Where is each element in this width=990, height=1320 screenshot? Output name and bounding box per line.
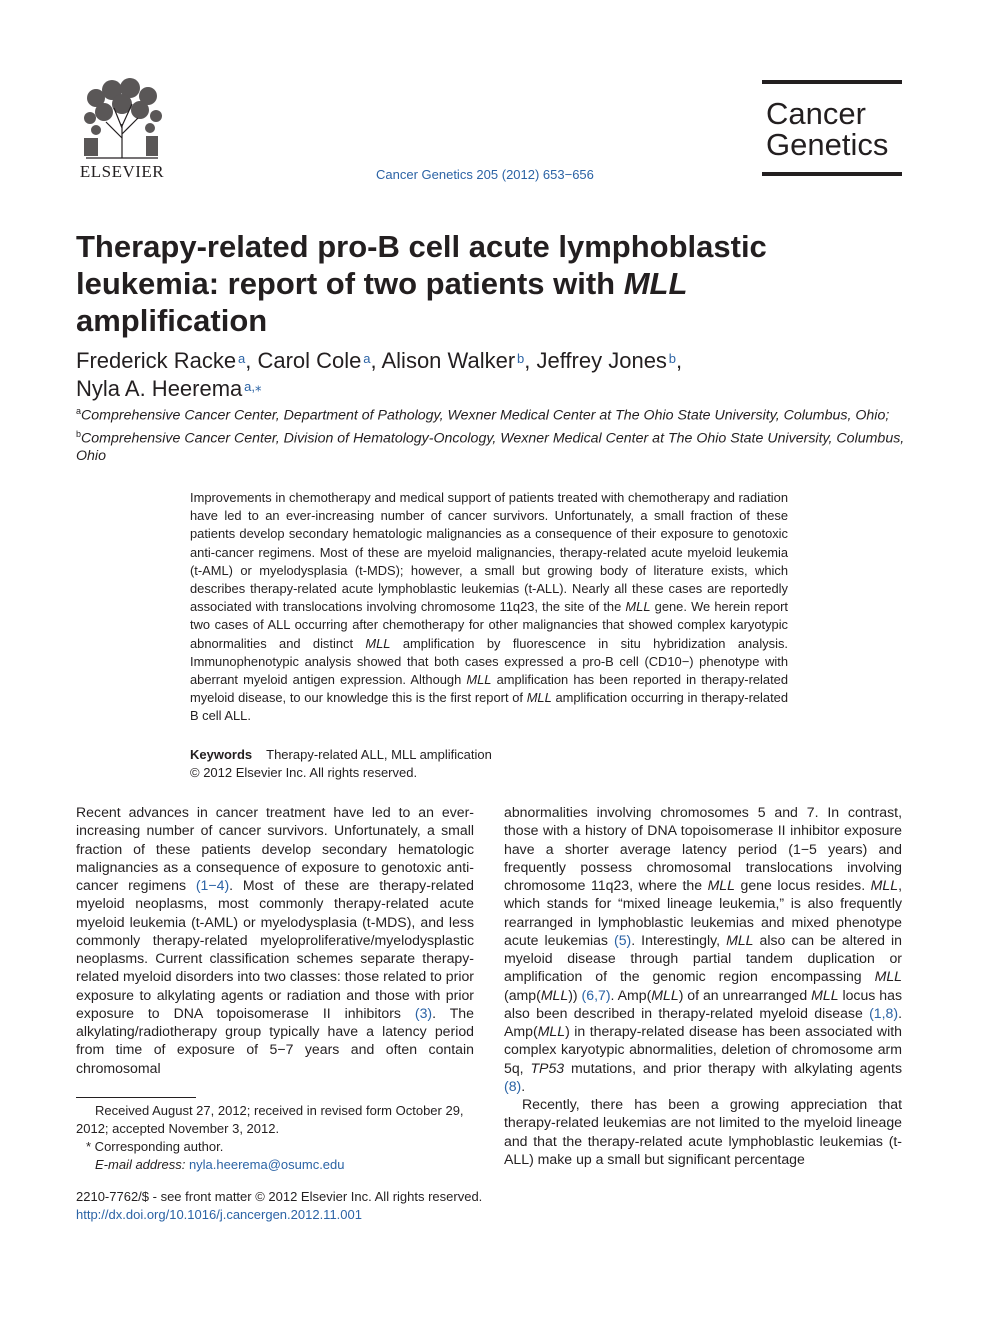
author[interactable]: Alison Walker $^b$ <box>381 348 525 373</box>
journal-name-line1: Cancer <box>766 96 866 131</box>
title-text: Therapy-related pro-B cell acute lymphoblastic leukemia: report of two patients with <box>76 229 767 301</box>
journal-name <box>762 84 902 172</box>
publisher-name: ELSEVIER <box>79 162 165 181</box>
reference-link[interactable]: (1−4) <box>195 877 230 893</box>
affiliations: $^a$Comprehensive Cancer Center, Department of Pathology, Wexner Medical Center at The Ohio State University, Columbus, Ohio; $^b$Comprehensive Cancer Center, Division of Hematology-Oncology, Wexner Medical Center at The Ohio State University, Columbus, Ohio <box>76 406 905 465</box>
publisher-logo <box>76 78 168 182</box>
email-line <box>76 1156 474 1174</box>
corresponding-author-note: * Corresponding author. <box>86 1139 224 1154</box>
journal-citation[interactable]: Cancer Genetics 205 (2012) 653−656 <box>376 167 594 182</box>
issn-doi-block <box>76 1188 482 1224</box>
affiliation-b: Comprehensive Cancer Center, Division of Hematology-Oncology, Wexner Medical Center at The Ohio State University, Columbus, Ohio <box>76 430 905 465</box>
body-column-left <box>76 803 474 1077</box>
title-text-end: amplification <box>76 303 268 338</box>
author[interactable]: Carol Cole $^a$ <box>257 348 371 373</box>
author-list: Frederick Racke $^a$, Carol Cole $^a$, Alison Walker $^b$, Jeffrey Jones $^b$, Nyla A. Heerema $^{a,⁎}$ <box>76 348 683 401</box>
doi-link[interactable]: http://dx.doi.org/10.1016/j.cancergen.2012.11.001 <box>76 1207 362 1222</box>
reference-link[interactable]: (5) <box>614 931 632 948</box>
abstract: Improvements in chemotherapy and medical support of patients treated with chemotherapy and radiation have led to an ever-increasing number of cancer survivors. Unfortunately, a small fraction of these patients develop secondary hematologic malignancies as a consequence of their exposure to genotoxic anti-cancer regimens. Most of these are myeloid malignancies, therapy-related acute myeloid leukemia (t-AML) or myelodysplasia (t-MDS); however, a small but growing body of literature exists, which describes therapy-related acute lymphoblastic leukemias (t-ALL). Nearly all these cases are reportedly associated with translocations involving chromosome 11q23, the site of the MLL gene. We herein report two cases of ALL occurring after chemotherapy for other malignancies that showed complex karyotypic abnormalities and distinct MLL amplification by fluorescence in situ hybridization analysis. Immunophenotypic analysis showed that both cases expressed a pro-B cell (CD10−) phenotype with aberrant myeloid antigen expression. Although MLL amplification has been reported in therapy-related myeloid disease, to our knowledge this is the first report of MLL amplification occurring in therapy-related B cell ALL. <box>190 490 788 724</box>
reference-link[interactable]: (3) <box>414 1004 433 1021</box>
author[interactable]: Frederick Racke $^a$ <box>76 348 246 373</box>
article-title <box>76 228 876 339</box>
journal-brand <box>762 80 902 176</box>
body-paragraph: Recent advances in cancer treatment have led to an ever-increasing number of cancer survivors. Unfortunately, a small fraction of these patients develop secondary hematologic malignancies as a consequence of exposure to genotoxic anti-cancer regimens (1−4). Most of these are therapy-related myeloid neoplasms, most commonly therapy-related acute myeloid leukemia (t-AML) or myelodysplasia (t-MDS), and less commonly therapy-related myeloproliferative/myelodysplastic neoplasms. Current classification schemes separate therapy-related myeloid disorders into two classes: those related to prior exposure to alkylating agents or radiation and those with prior exposure to DNA topoisomerase II inhibitors (3). The alkylating/radiotherapy group typically have a latency period from time of exposure of 5−7 years and often contain chromosomal <box>76 804 474 1076</box>
issn-line: 2210-7762/$ - see front matter © 2012 Elsevier Inc. All rights reserved. <box>76 1189 483 1204</box>
body-column-right <box>504 803 902 1168</box>
author[interactable]: Nyla A. Heerema $^{a,⁎}$ <box>76 376 262 401</box>
body-paragraph: Recently, there has been a growing appreciation that therapy-related leukemias are not limited to the myeloid lineage and that the therapy-related acute lymphoblastic leukemias (t-ALL) make up a small but significant percentage <box>504 1096 902 1167</box>
reference-link[interactable]: (1,8) <box>869 1004 899 1021</box>
keywords-value: Therapy-related ALL, MLL amplification <box>266 747 492 762</box>
body-paragraph: abnormalities involving chromosomes 5 and 7. In contrast, those with a history of DNA topoisomerase II inhibitor exposure have a shorter average latency period (1−5 years) and frequently possess chromosomal translocations involving chromosome 11q23, where the MLL gene locus resides. MLL, which stands for “mixed lineage leukemia,” is also frequently rearranged in lymphoblastic leukemias and mixed phenotype acute leukemias (5). Interestingly, MLL also can be altered in myeloid disease through partial tandem duplication or amplification of the genomic region encompassing MLL (amp(MLL)) (6,7). Amp(MLL) of an unrearranged MLL locus has also been described in therapy-related myeloid disease (1,8). Amp(MLL) in therapy-related disease has been associated with complex karyotypic abnormalities, deletion of chromosome arm 5q, TP53 mutations, and prior therapy with alkylating agents (8). <box>504 804 902 1094</box>
affiliation-a: Comprehensive Cancer Center, Department of Pathology, Wexner Medical Center at The Ohio State University, Columbus, Ohio; <box>81 407 890 424</box>
keywords-label: Keywords <box>190 747 253 762</box>
brand-rule-bottom <box>762 172 902 176</box>
author[interactable]: Jeffrey Jones $^b$ <box>536 348 677 373</box>
footnote-divider <box>76 1097 196 1098</box>
journal-name-line2: Genetics <box>766 127 889 162</box>
elsevier-tree-icon <box>76 78 168 160</box>
title-gene: MLL <box>623 266 688 301</box>
email-link[interactable]: nyla.heerema@osumc.edu <box>188 1157 345 1172</box>
keywords <box>190 747 492 762</box>
abstract-copyright: © 2012 Elsevier Inc. All rights reserved. <box>190 765 418 780</box>
email-label: E-mail address: <box>95 1157 186 1172</box>
reference-link[interactable]: (8) <box>504 1077 522 1094</box>
footnotes <box>76 1102 474 1174</box>
reference-link[interactable]: (6,7) <box>581 986 611 1003</box>
received-dates: Received August 27, 2012; received in revised form October 29, 2012; accepted November 3, 2012. <box>76 1103 464 1136</box>
